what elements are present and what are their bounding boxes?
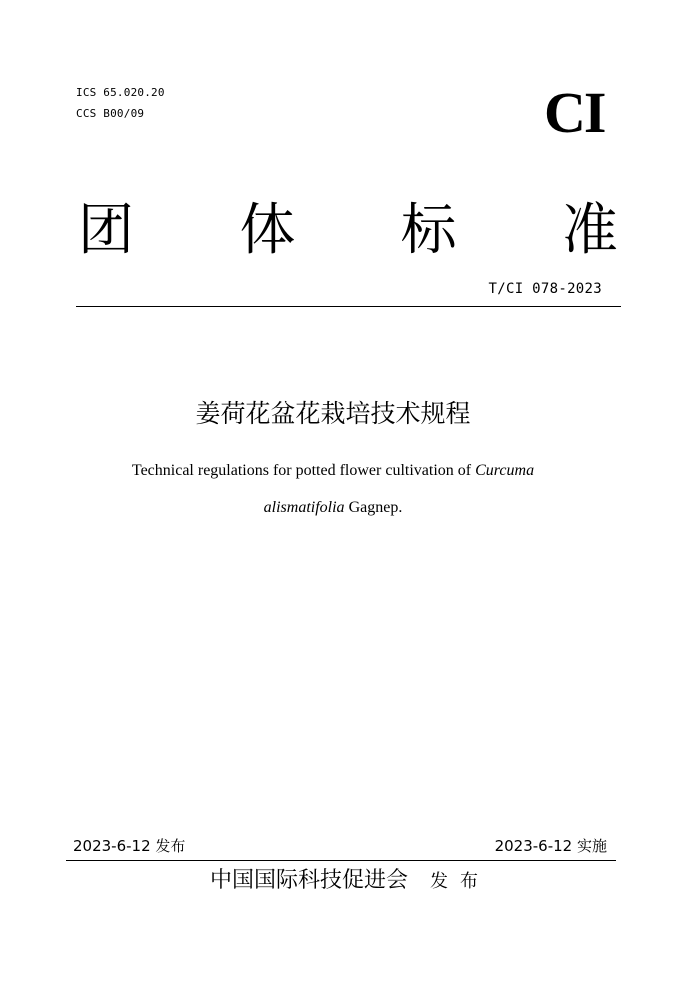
publisher-name: 中国国际科技促进会 (209, 868, 408, 893)
ci-logo: CI (544, 80, 605, 145)
title-english-italic: Curcuma (475, 462, 535, 479)
title-english-plain: Technical regulations for potted flower cultivation of (131, 462, 476, 479)
standard-number: T/CI 078-2023 (488, 281, 602, 297)
document-type-char: 准 (561, 198, 618, 263)
publish-label: 发布 (430, 871, 490, 892)
title-english-line2 (0, 497, 666, 519)
title-chinese: 姜荷花盆花栽培技术规程 (195, 399, 471, 428)
bottom-divider (66, 860, 616, 861)
ics-code: ICS 65.020.20 (76, 86, 165, 99)
document-type-char: 标 (400, 198, 457, 263)
top-divider (76, 306, 621, 307)
title-english-italic: alismatifolia (263, 499, 345, 516)
document-type-heading (78, 196, 618, 266)
publisher-line (0, 864, 700, 899)
title-english-line1 (0, 460, 666, 482)
title-english-plain: Gagnep. (344, 499, 403, 516)
ccs-code: CCS B00/09 (76, 107, 145, 120)
document-type-char: 体 (239, 198, 296, 263)
document-type-char: 团 (78, 198, 134, 263)
issue-date: 2023-6-12 发布 (73, 837, 186, 855)
implementation-date: 2023-6-12 实施 (494, 837, 607, 855)
